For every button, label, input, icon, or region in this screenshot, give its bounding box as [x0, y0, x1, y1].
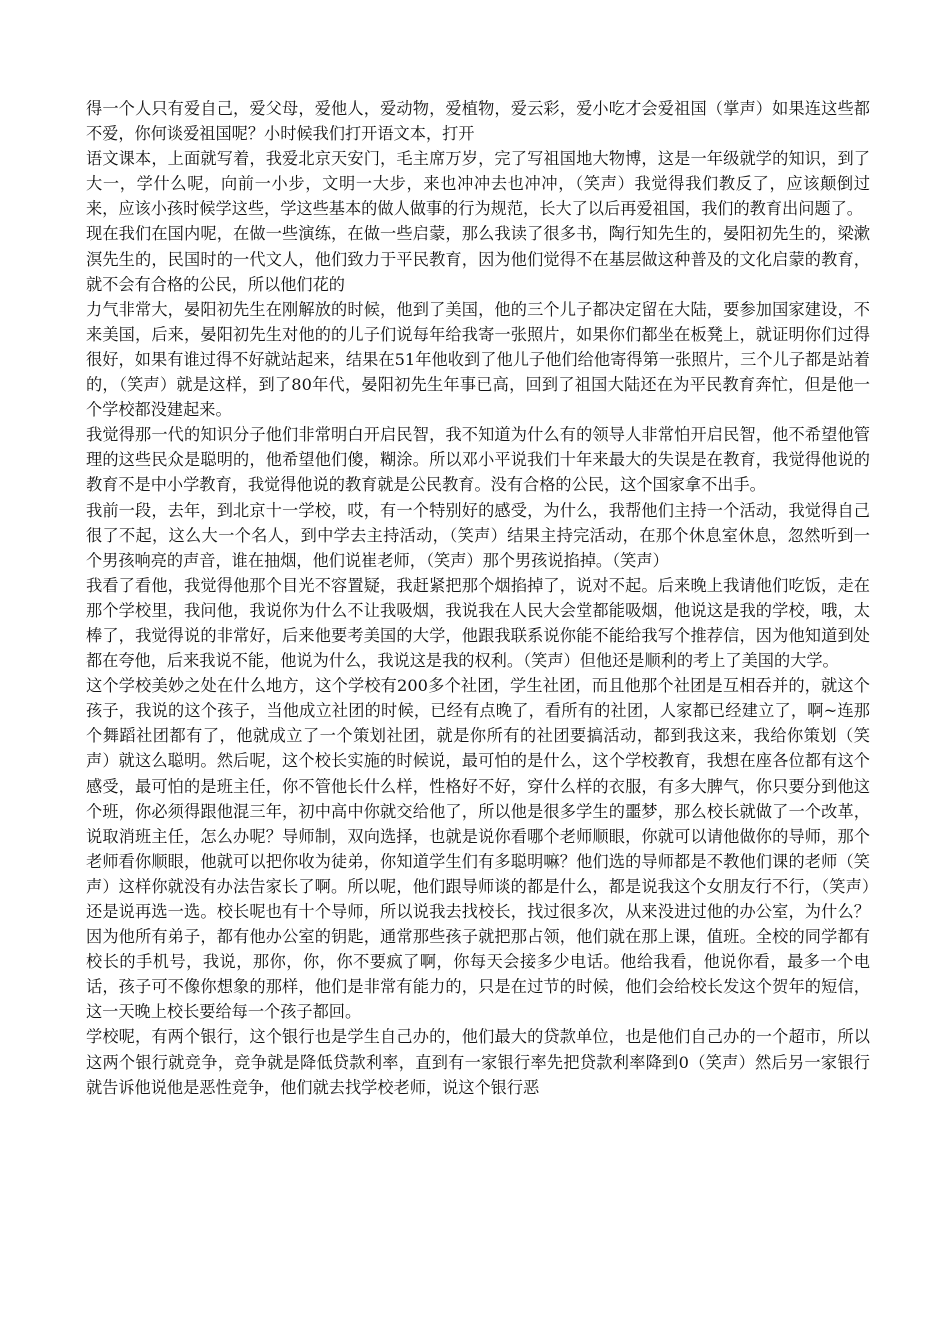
document-body [86, 96, 870, 1100]
paragraph-4: 力气非常大，晏阳初先生在刚解放的时候，他到了美国，他的三个儿子都决定留在大陆，要参加国家建设，不来美国，后来，晏阳初先生对他的的儿子们说每年给我寄一张照片，如果你们都坐在板凳上，就证明你们过得很好，如果有谁过得不好就站起来，结果在51年他收到了他儿子他们给他寄得第一张照片，三个儿子都是站着的，（笑声）就是这样，到了80年代，晏阳初先生年事已高，回到了祖国大陆还在为平民教育奔忙，但是他一个学校都没建起来。 [86, 299, 870, 420]
paragraph-2: 语文课本，上面就写着，我爱北京天安门，毛主席万岁，完了写祖国地大物博，这是一年级就学的知识，到了大一，学什么呢，向前一小步，文明一大步，来也冲冲去也冲冲，（笑声）我觉得我们教反了，应该颠倒过来，应该小孩时候学这些，学这些基本的做人做事的行为规范，长大了以后再爱祖国，我们的教育出问题了。 [86, 149, 870, 219]
paragraph-7: 我看了看他，我觉得他那个目光不容置疑，我赶紧把那个烟掐掉了，说对不起。后来晚上我请他们吃饭，走在那个学校里，我问他，我说你为什么不让我吸烟，我说我在人民大会堂都能吸烟，他说这是我的学校，哦，太棒了，我觉得说的非常好，后来他要考美国的大学，他跟我联系说你能不能给我写个推荐信，因为他知道到处都在夸他，后来我说不能，他说为什么，我说这是我的权利。（笑声）但他还是顺利的考上了美国的大学。 [86, 575, 870, 671]
paragraph-9: 学校呢，有两个银行，这个银行也是学生自己办的，他们最大的贷款单位，也是他们自己办的一个超市，所以这两个银行就竞争，竞争就是降低贷款利率，直到有一家银行率先把贷款利率降到0（笑声）然后另一家银行就告诉他说他是恶性竞争，他们就去找学校老师，说这个银行恶 [86, 1027, 870, 1097]
paragraph-8: 这个学校美妙之处在什么地方，这个学校有200多个社团，学生社团，而且他那个社团是互相吞并的，就这个孩子，我说的这个孩子，当他成立社团的时候，已经有点晚了，看所有的社团，人家都已经建立了，啊~连那个舞蹈社团都有了，他就成立了一个策划社团，就是你所有的社团要搞活动，都到我这来，我给你策划（笑声）就这么聪明。然后呢，这个校长实施的时候说，最可怕的是什么，这个学校教育，我想在座各位都有这个感受，最可怕的是班主任，你不管他长什么样，性格好不好，穿什么样的衣服，有多大脾气，你只要分到他这个班，你必须得跟他混三年，初中高中你就交给他了，所以他是很多学生的噩梦，那么校长就做了一个改革，说取消班主任，怎么办呢？导师制，双向选择，也就是说你看哪个老师顺眼，你就可以请他做你的导师，那个老师看你顺眼，他就可以把你收为徒弟，你知道学生们有多聪明嘛？他们选的导师都是不教他们课的老师（笑声）这样你就没有办法告家长了啊。所以呢，他们跟导师谈的都是什么，都是说我这个女朋友行不行，（笑声）还是说再选一选。校长呢也有十个导师，所以说我去找校长，找过很多次，从来没进过他的办公室，为什么？因为他所有弟子，都有他办公室的钥匙，通常那些孩子就把那占领，他们就在那上课，值班。全校的同学都有校长的手机号，我说，那你，你，你不要疯了啊，你每天会接多少电话。他给我看，他说你看，最多一个电话，孩子可不像你想象的那样，他们是非常有能力的，只是在过节的时候，他们会给校长发这个贺年的短信，这一天晚上校长要给每一个孩子都回。 [86, 676, 870, 1022]
paragraph-6: 我前一段，去年，到北京十一学校，哎，有一个特别好的感受，为什么，我帮他们主持一个活动，我觉得自己很了不起，这么大一个名人，到中学去主持活动，（笑声）结果主持完活动，在那个休息室休息，忽然听到一个男孩响亮的声音，谁在抽烟，他们说崔老师，（笑声）那个男孩说掐掉。（笑声） [86, 500, 870, 570]
paragraph-1: 得一个人只有爱自己，爱父母，爱他人，爱动物，爱植物，爱云彩，爱小吃才会爱祖国（掌声）如果连这些都不爱，你何谈爱祖国呢？小时候我们打开语文本，打开 [86, 99, 870, 144]
paragraph-5: 我觉得那一代的知识分子他们非常明白开启民智，我不知道为什么有的领导人非常怕开启民智，他不希望他管理的这些民众是聪明的，他希望他们傻，糊涂。所以邓小平说我们十年来最大的失误是在教育，我觉得他说的教育不是中小学教育，我觉得他说的教育就是公民教育。没有合格的公民，这个国家拿不出手。 [86, 425, 870, 495]
paragraph-3: 现在我们在国内呢，在做一些演练，在做一些启蒙，那么我读了很多书，陶行知先生的，晏阳初先生的，梁漱溟先生的，民国时的一代文人，他们致力于平民教育，因为他们觉得不在基层做这种普及的文化启蒙的教育，就不会有合格的公民，所以他们花的 [86, 224, 870, 294]
